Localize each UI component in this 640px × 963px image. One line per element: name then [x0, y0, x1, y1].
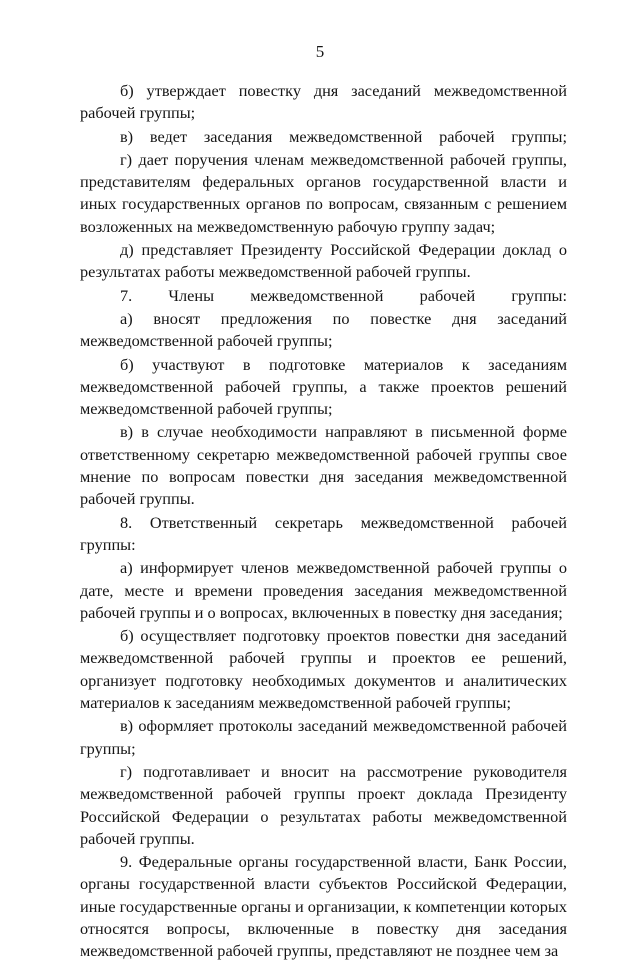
paragraph-6b: б) утверждает повестку дня заседаний межведомственной рабочей группы; — [80, 81, 567, 123]
page-number: 5 — [315, 42, 325, 61]
paragraph-8g: г) подготавливает и вносит на рассмотрение руководителя межведомственной рабочей группы проект доклада Президенту Российской Федерации о результатах работы межведомственной рабочей группы. — [80, 761, 567, 848]
paragraph-8-heading: 8. Ответственный секретарь межведомственной рабочей группы: — [80, 512, 567, 554]
paragraph-7v: в) в случае необходимости направляют в письменной форме ответственному секретарю межведомственной рабочей группы свое мнение по вопросам повестки дня заседания межведомственной рабочей группы. — [80, 422, 567, 509]
paragraph-9: 9. Федеральные органы государственной власти, Банк России, органы государственной власти субъектов Российской Федерации, иные государственные органы и организации, к компетенции которых относятся вопросы, включенные в повестку дня заседания межведомственной рабочей группы, представляют не позднее чем за — [80, 852, 567, 961]
paragraph-6g: г) дает поручения членам межведомственной рабочей группы, представителям федеральных органов государственной власти и иных государственных органов по вопросам, связанным с решением возложенных на межведомственную рабочую группу задач; — [80, 149, 567, 236]
paragraph-8b: б) осуществляет подготовку проектов повестки дня заседаний межведомственной рабочей группы и проектов ее решений, организует подготовку необходимых документов и аналитических материалов к заседаниям межведомственной рабочей группы; — [80, 626, 567, 713]
paragraph-7b: б) участвуют в подготовке материалов к заседаниям межведомственной рабочей группы, а также проектов решений межведомственной рабочей группы; — [80, 354, 567, 419]
paragraph-8v: в) оформляет протоколы заседаний межведомственной рабочей группы; — [80, 716, 567, 758]
paragraph-7-heading: 7. Члены межведомственной рабочей группы: — [120, 285, 567, 305]
document-body — [80, 80, 567, 963]
paragraph-7a: а) вносят предложения по повестке дня заседаний межведомственной рабочей группы; — [80, 308, 567, 351]
paragraph-6d: д) представляет Президенту Российской Федерации доклад о результатах работы межведомственной рабочей группы. — [80, 240, 567, 282]
paragraph-6v: в) ведет заседания межведомственной рабочей группы; — [120, 126, 567, 146]
paragraph-8a: а) информирует членов межведомственной рабочей группы о дате, месте и времени проведения заседания межведомственной рабочей группы и о вопросах, включенных в повестку дня заседания; — [80, 558, 567, 622]
